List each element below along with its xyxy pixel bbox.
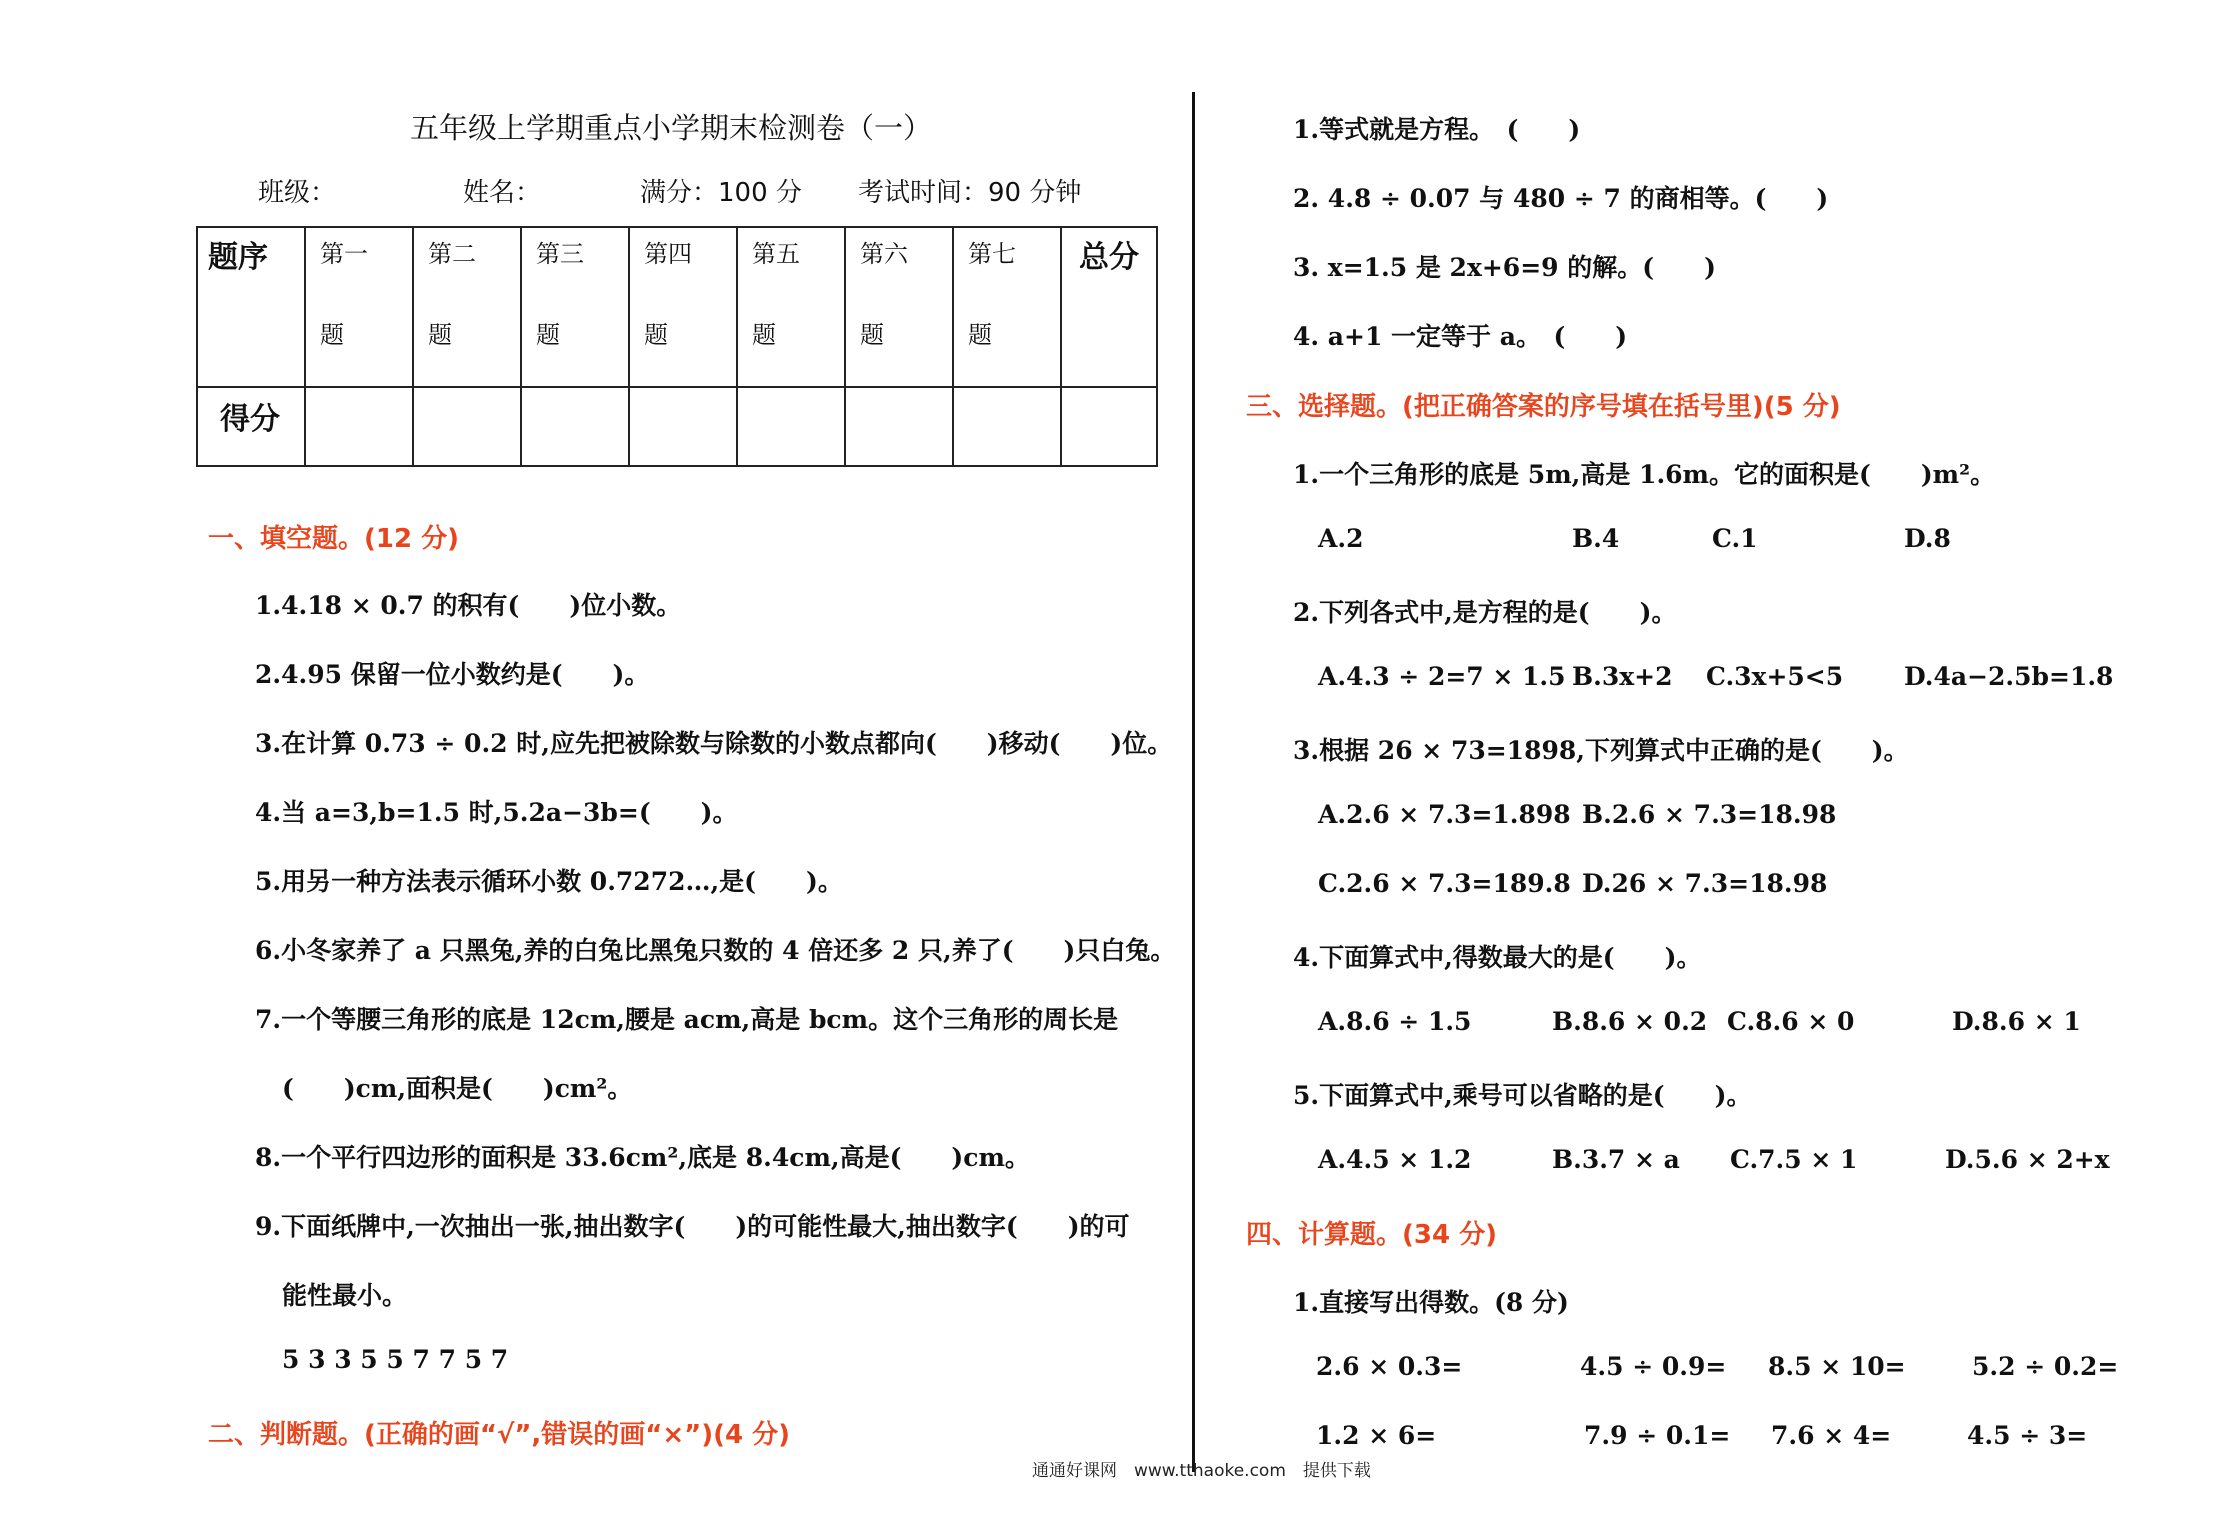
choice-1-option-a: A.2 xyxy=(1318,524,1364,553)
score-input-cell[interactable] xyxy=(845,387,953,466)
footer-source: 通通好课网 www.tthaoke.com 提供下载 xyxy=(1032,1461,1371,1481)
exam-time: 考试时间：90 分钟 xyxy=(858,178,1082,208)
choice-2-option-c: C.3x+5<5 xyxy=(1706,662,1844,691)
score-table xyxy=(196,226,1158,467)
question-1: 1.4.18 × 0.7 的积有( )位小数。 xyxy=(255,591,682,620)
choice-4-option-a: A.8.6 ÷ 1.5 xyxy=(1318,1007,1472,1036)
score-input-cell[interactable] xyxy=(305,387,413,466)
question-9-line-2: 能性最小。 xyxy=(282,1281,408,1310)
score-input-cell[interactable] xyxy=(737,387,845,466)
card-numbers: 5 3 3 5 5 7 7 5 7 xyxy=(282,1345,509,1374)
calc-item: 1.2 × 6= xyxy=(1316,1421,1437,1450)
choice-2-option-d: D.4a−2.5b=1.8 xyxy=(1904,662,2114,691)
calc-subtitle: 1.直接写出得数。(8 分) xyxy=(1293,1288,1569,1317)
choice-2-option-a: A.4.3 ÷ 2=7 × 1.5 xyxy=(1318,662,1566,691)
page-title: 五年级上学期重点小学期末检测卷（一） xyxy=(410,111,933,145)
judge-3: 3. x=1.5 是 2x+6=9 的解。( ) xyxy=(1293,253,1716,282)
section-judge-title: 二、判断题。(正确的画“√”,错误的画“×”)(4 分) xyxy=(208,1420,791,1450)
calc-item: 4.5 ÷ 0.9= xyxy=(1580,1352,1727,1381)
choice-2-option-b: B.3x+2 xyxy=(1572,662,1673,691)
choice-3-option-c: C.2.6 × 7.3=189.8 xyxy=(1318,869,1571,898)
choice-3-option-d: D.26 × 7.3=18.98 xyxy=(1582,869,1828,898)
class-label: 班级： xyxy=(258,178,337,208)
calc-item: 2.6 × 0.3= xyxy=(1316,1352,1463,1381)
score-table-col-5: 第五 题 xyxy=(737,227,845,387)
calc-item: 5.2 ÷ 0.2= xyxy=(1972,1352,2119,1381)
choice-5-option-d: D.5.6 × 2+x xyxy=(1945,1145,2110,1174)
score-table-col-6: 第六 题 xyxy=(845,227,953,387)
score-input-cell[interactable] xyxy=(1061,387,1157,466)
score-table-total: 总分 xyxy=(1061,227,1157,387)
score-table-col-4: 第四 题 xyxy=(629,227,737,387)
question-2: 2.4.95 保留一位小数约是( )。 xyxy=(255,660,650,689)
name-label: 姓名： xyxy=(463,178,542,208)
score-input-cell[interactable] xyxy=(413,387,521,466)
score-input-cell[interactable] xyxy=(629,387,737,466)
score-table-col-1: 第一 题 xyxy=(305,227,413,387)
score-input-cell[interactable] xyxy=(521,387,629,466)
score-table-score-label: 得分 xyxy=(197,387,305,466)
question-3: 3.在计算 0.73 ÷ 0.2 时,应先把被除数与除数的小数点都向( )移动( )位。 xyxy=(255,729,1173,758)
choice-3-option-b: B.2.6 × 7.3=18.98 xyxy=(1582,800,1837,829)
choice-4-option-c: C.8.6 × 0 xyxy=(1727,1007,1855,1036)
calc-item: 7.6 × 4= xyxy=(1771,1421,1892,1450)
section-choice-title: 三、选择题。(把正确答案的序号填在括号里)(5 分) xyxy=(1246,392,1841,422)
full-score: 满分：100 分 xyxy=(640,178,802,208)
score-table-col-3: 第三 题 xyxy=(521,227,629,387)
column-divider xyxy=(1192,92,1195,1472)
question-7-line-1: 7.一个等腰三角形的底是 12cm,腰是 acm,高是 bcm。这个三角形的周长是 xyxy=(255,1005,1119,1034)
choice-4-option-b: B.8.6 × 0.2 xyxy=(1552,1007,1708,1036)
score-table-col-2: 第二 题 xyxy=(413,227,521,387)
question-6: 6.小冬家养了 a 只黑兔,养的白兔比黑兔只数的 4 倍还多 2 只,养了( )只白兔。 xyxy=(255,936,1176,965)
score-table-header-cell: 题序 xyxy=(197,227,305,387)
choice-2: 2.下列各式中,是方程的是( )。 xyxy=(1293,598,1677,627)
choice-1-option-b: B.4 xyxy=(1572,524,1620,553)
choice-5-option-a: A.4.5 × 1.2 xyxy=(1318,1145,1472,1174)
judge-2: 2. 4.8 ÷ 0.07 与 480 ÷ 7 的商相等。( ) xyxy=(1293,184,1829,213)
choice-3-option-a: A.2.6 × 7.3=1.898 xyxy=(1318,800,1571,829)
question-8: 8.一个平行四边形的面积是 33.6cm²,底是 8.4cm,高是( )cm。 xyxy=(255,1143,1030,1172)
choice-5-option-b: B.3.7 × a xyxy=(1552,1145,1680,1174)
choice-5-option-c: C.7.5 × 1 xyxy=(1730,1145,1858,1174)
score-table-col-7: 第七 题 xyxy=(953,227,1061,387)
question-7-line-2: ( )cm,面积是( )cm²。 xyxy=(282,1074,633,1103)
choice-5: 5.下面算式中,乘号可以省略的是( )。 xyxy=(1293,1081,1752,1110)
question-9-line-1: 9.下面纸牌中,一次抽出一张,抽出数字( )的可能性最大,抽出数字( )的可 xyxy=(255,1212,1130,1241)
calc-item: 8.5 × 10= xyxy=(1768,1352,1906,1381)
calc-item: 4.5 ÷ 3= xyxy=(1967,1421,2088,1450)
choice-3: 3.根据 26 × 73=1898,下列算式中正确的是( )。 xyxy=(1293,736,1909,765)
choice-1-option-c: C.1 xyxy=(1712,524,1758,553)
judge-1: 1.等式就是方程。 ( ) xyxy=(1293,115,1581,144)
choice-4-option-d: D.8.6 × 1 xyxy=(1952,1007,2081,1036)
calc-item: 7.9 ÷ 0.1= xyxy=(1584,1421,1731,1450)
section-calc-title: 四、计算题。(34 分) xyxy=(1246,1220,1497,1250)
question-4: 4.当 a=3,b=1.5 时,5.2a−3b=( )。 xyxy=(255,798,738,827)
choice-1: 1.一个三角形的底是 5m,高是 1.6m。它的面积是( )m²。 xyxy=(1293,460,1996,489)
question-5: 5.用另一种方法表示循环小数 0.7272…,是( )。 xyxy=(255,867,843,896)
score-input-cell[interactable] xyxy=(953,387,1061,466)
choice-4: 4.下面算式中,得数最大的是( )。 xyxy=(1293,943,1702,972)
judge-4: 4. a+1 一定等于 a。 ( ) xyxy=(1293,322,1628,351)
choice-1-option-d: D.8 xyxy=(1904,524,1951,553)
section-fill-in-title: 一、填空题。(12 分) xyxy=(208,524,459,554)
